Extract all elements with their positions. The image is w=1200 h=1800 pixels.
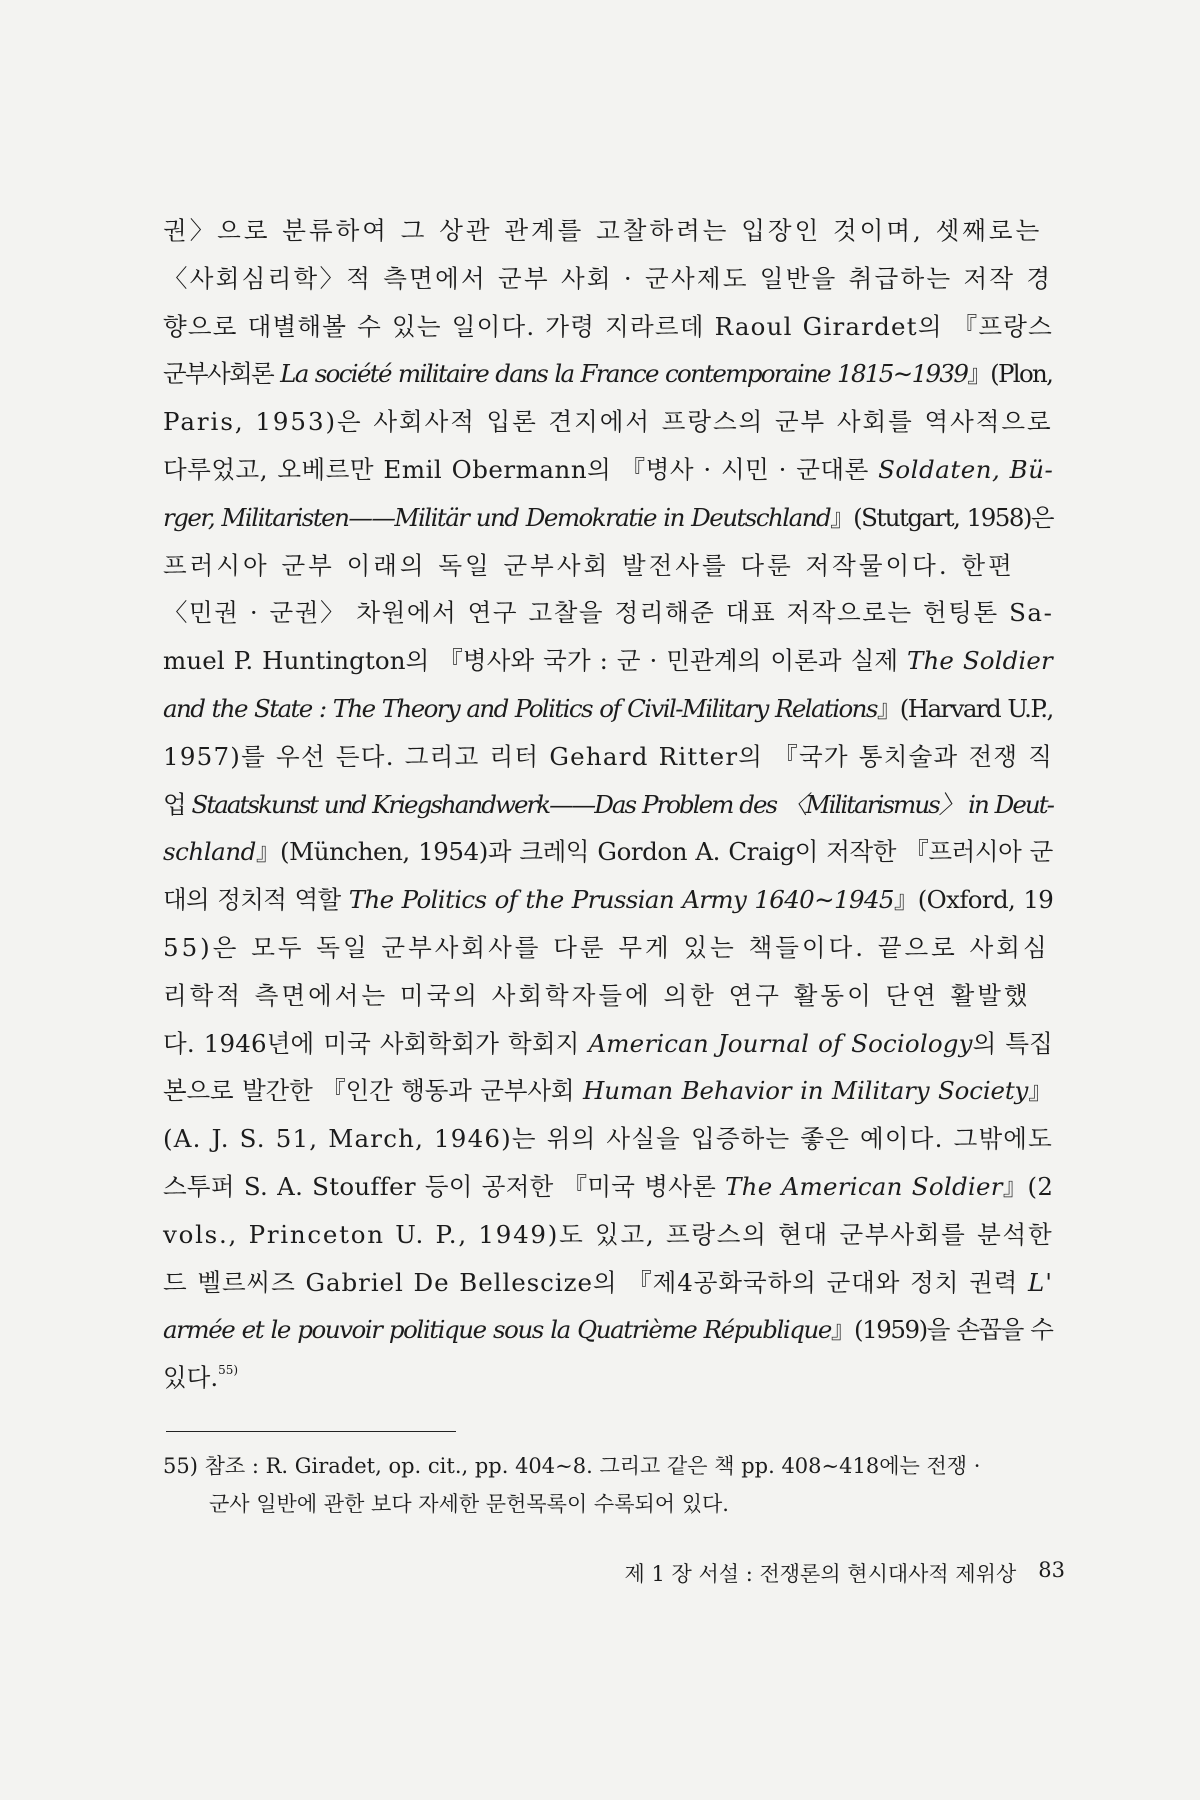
text-run: 1957)를 우선 든다. 그리고 리터 Gehard Ritter의 『국가 통치술과 전쟁 직 xyxy=(163,741,1054,771)
text-run: 』(Plon, xyxy=(967,359,1053,389)
italic-title: rger, Militaristen——Militär und Demokratie in Deutschland xyxy=(163,502,831,532)
italic-title: Soldaten, Bü- xyxy=(878,454,1054,484)
text-line-content xyxy=(163,303,1053,351)
text-run: 대의 정치적 역할 xyxy=(163,885,349,915)
text-run: 다루었고, 오베르만 Emil Obermann의 『병사 · 시민 · 군대론 xyxy=(163,454,879,484)
text-run: 본으로 발간한 『인간 행동과 군부사회 xyxy=(163,1076,584,1106)
text-line-content xyxy=(163,350,1052,398)
text-line xyxy=(163,1067,1053,1115)
text-line-content xyxy=(163,972,1031,1020)
text-line xyxy=(163,303,1053,351)
footnote-line-2: 군사 일반에 관한 보다 자세한 문헌목록이 수록되어 있다. xyxy=(209,1492,729,1516)
text-line xyxy=(163,446,1053,494)
text-line xyxy=(163,542,1053,590)
text-run: 』(Oxford, 19 xyxy=(893,885,1054,915)
text-line xyxy=(163,733,1053,781)
text-run: 〈민권 · 군권〉 차원에서 연구 고찰을 정리해준 대표 저작으로는 헌팅톤 Sa- xyxy=(163,598,1054,628)
text-line-content xyxy=(163,876,1053,924)
text-line xyxy=(163,207,1053,255)
text-line-content xyxy=(163,494,1053,542)
footnote-divider xyxy=(166,1431,456,1432)
text-line-content xyxy=(163,1259,1053,1307)
italic-title: L' xyxy=(1028,1267,1053,1297)
text-line xyxy=(163,1211,1053,1259)
text-line-content xyxy=(163,207,1042,255)
text-line-content xyxy=(163,1067,1053,1115)
text-line-content xyxy=(163,781,1053,829)
text-run: 권〉으로 분류하여 그 상관 관계를 고찰하려는 입장인 것이며, 셋째로는 xyxy=(163,216,1043,245)
text-line xyxy=(163,876,1053,924)
text-run: 55)은 모두 독일 군부사회사를 다룬 무게 있는 책들이다. 끝으로 사회심 xyxy=(163,932,1050,962)
chapter-title: 제 1 장 서설 : 전쟁론의 현시대사적 제위상 xyxy=(624,1562,1017,1586)
body-text xyxy=(163,207,1053,1402)
text-line-content xyxy=(163,924,1050,972)
text-line xyxy=(163,255,1053,303)
text-line xyxy=(163,828,1053,876)
text-run: 』(Stutgart, 1958)은 xyxy=(830,502,1054,532)
text-run: 다. 1946년에 미국 사회학회가 학회지 xyxy=(163,1028,589,1058)
text-line-content xyxy=(163,446,1053,494)
text-run: 〈사회심리학〉적 측면에서 군부 사회 · 군사제도 일반을 취급하는 저작 경 xyxy=(163,263,1053,293)
italic-title: La société militaire dans la France contemporaine 1815∼1939 xyxy=(280,359,968,389)
text-line xyxy=(163,972,1053,1020)
text-line xyxy=(163,589,1053,637)
footnote xyxy=(163,1447,1053,1523)
italic-title: The American Soldier xyxy=(725,1171,1003,1201)
text-line xyxy=(163,350,1053,398)
text-line xyxy=(163,685,1053,733)
text-line xyxy=(163,1354,1053,1402)
text-line xyxy=(163,1115,1053,1163)
text-line-content xyxy=(163,398,1053,446)
text-line-content xyxy=(163,685,1053,733)
text-run: 』(Harvard U.P., xyxy=(876,693,1053,723)
text-run: 』 xyxy=(1028,1076,1053,1106)
italic-title: Staatskunst und Kriegshandwerk——Das Problem des 〈Militarismus〉 in Deut- xyxy=(191,789,1053,819)
text-run: 』(1959)을 손꼽을 수 xyxy=(830,1315,1053,1345)
text-run: (A. J. S. 51, March, 1946)는 위의 사실을 입증하는 좋은 예이다. 그밖에도 xyxy=(163,1124,1054,1154)
text-line xyxy=(163,924,1053,972)
text-line-content xyxy=(163,1020,1053,1068)
text-line xyxy=(163,494,1053,542)
text-run: Paris, 1953)은 사회사적 입론 견지에서 프랑스의 군부 사회를 역사적으로 xyxy=(163,407,1053,437)
italic-title: schland xyxy=(163,837,256,867)
text-run: 프러시아 군부 이래의 독일 군부사회 발전사를 다룬 저작물이다. 한편 xyxy=(163,550,1015,580)
text-run: 』(2 xyxy=(1002,1171,1054,1201)
text-line-content xyxy=(163,542,1015,590)
text-run: 업 xyxy=(163,789,192,819)
running-footer xyxy=(520,1558,1065,1588)
text-line-content xyxy=(163,1163,1053,1211)
text-run: 리학적 측면에서는 미국의 사회학자들에 의한 연구 활동이 단연 활발했 xyxy=(163,980,1031,1010)
text-line xyxy=(163,398,1053,446)
text-run: 군부사회론 xyxy=(163,359,281,389)
text-line-content xyxy=(163,828,1053,876)
text-line xyxy=(163,1163,1053,1211)
text-run: 』(München, 1954)과 크레익 Gordon A. Craig이 저작한 『프러시아 군 xyxy=(255,837,1053,867)
footnote-marker: 55) xyxy=(218,1363,239,1378)
italic-title: American Journal of Sociology xyxy=(588,1028,973,1058)
text-run: 향으로 대별해볼 수 있는 일이다. 가령 지라르데 Raoul Girardet의 『프랑스 xyxy=(163,311,1054,341)
text-line-content xyxy=(163,1306,1053,1354)
text-line xyxy=(163,1259,1053,1307)
page-number: 83 xyxy=(1038,1558,1065,1582)
italic-title: The Soldier xyxy=(907,646,1053,676)
italic-title: armée et le pouvoir politique sous la Quatrième République xyxy=(163,1315,831,1345)
text-run: 드 벨르씨즈 Gabriel De Bellescize의 『제4공화국하의 군대와 정치 권력 xyxy=(163,1267,1029,1297)
text-run: muel P. Huntington의 『병사와 국가 : 군 · 민관계의 이론과 실제 xyxy=(163,646,908,676)
text-line-content xyxy=(163,589,1053,637)
text-line xyxy=(163,1020,1053,1068)
text-line-content xyxy=(163,1211,1053,1259)
footnote-line-1: 55) 참조 : R. Giradet, op. cit., pp. 404∼8. 그리고 같은 책 pp. 408∼418에는 전쟁 · xyxy=(163,1454,981,1478)
text-line-content xyxy=(163,1354,238,1402)
italic-title: and the State : The Theory and Politics of Civil-Military Relations xyxy=(163,693,877,723)
text-line-content xyxy=(163,1115,1053,1163)
text-line-content xyxy=(163,255,1052,303)
text-run: 의 특집 xyxy=(972,1028,1054,1058)
text-run: vols., Princeton U. P., 1949)도 있고, 프랑스의 현대 군부사회를 분석한 xyxy=(163,1219,1054,1249)
text-line-content xyxy=(163,637,1053,685)
text-run: 있다. xyxy=(163,1363,219,1393)
text-run: 스투퍼 S. A. Stouffer 등이 공저한 『미국 병사론 xyxy=(163,1171,726,1201)
italic-title: The Politics of the Prussian Army 1640∼1945 xyxy=(348,885,894,915)
italic-title: Human Behavior in Military Society xyxy=(583,1076,1029,1106)
text-line xyxy=(163,781,1053,829)
text-line-content xyxy=(163,733,1053,781)
text-line xyxy=(163,1306,1053,1354)
text-line xyxy=(163,637,1053,685)
